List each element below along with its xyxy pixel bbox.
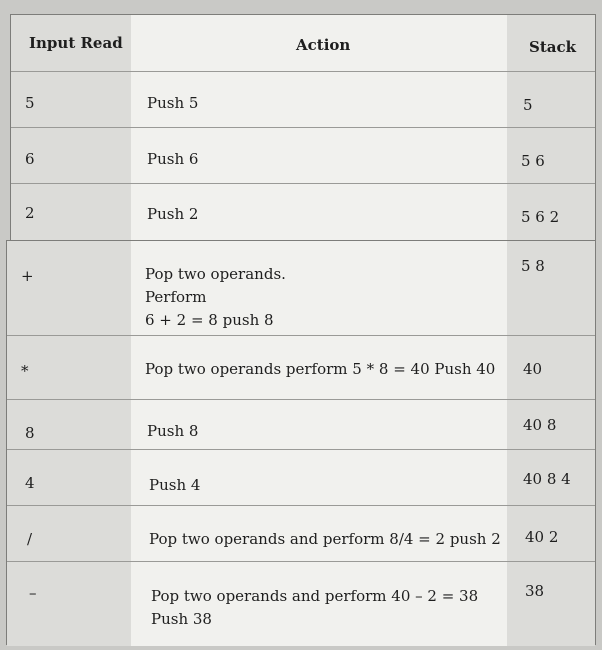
header-action: Action [296,36,351,54]
table-row [7,335,595,399]
input-read-cell: 5 [25,94,35,112]
action-cell: Push 8 [147,422,199,440]
stack-cell: 5 8 [521,257,545,275]
input-read-cell: – [29,584,37,602]
input-read-cell: 8 [25,424,35,442]
input-read-cell: 4 [25,474,35,492]
action-cell: Pop two operands and perform 40 – 2 = 38 [151,587,479,605]
action-cell: Push 38 [151,610,212,628]
table-row [11,183,595,241]
action-cell: Push 4 [149,476,201,494]
stack-cell: 5 [523,96,533,114]
action-cell: Perform [145,288,207,306]
action-cell: Pop two operands and perform 8/4 = 2 push 2 [149,530,501,548]
postfix-table-bottom [6,240,596,645]
stack-cell: 5 6 [521,152,545,170]
input-read-cell: + [21,267,34,285]
action-cell: Pop two operands. [145,265,286,283]
header-input-read: Input Read [29,34,123,52]
action-cell: Push 2 [147,205,199,223]
stack-cell: 5 6 2 [521,208,560,226]
stack-cell: 40 [523,360,543,378]
input-read-cell: 2 [25,204,35,222]
table-row [11,127,595,183]
input-read-cell: 6 [25,150,35,168]
input-read-cell: * [21,362,29,380]
postfix-table-top [10,14,596,240]
action-cell: 6 + 2 = 8 push 8 [145,311,274,329]
table-row [7,505,595,561]
stack-cell: 40 2 [525,528,559,546]
table-header-row [11,15,595,71]
table-row [7,241,595,335]
table-row [7,449,595,505]
stack-cell: 38 [525,582,545,600]
input-read-cell: / [27,530,33,548]
table-row [7,399,595,449]
action-cell: Pop two operands perform 5 * 8 = 40 Push 40 [145,360,496,378]
stack-cell: 40 8 [523,416,557,434]
table-row [11,71,595,127]
stack-cell: 40 8 4 [523,470,571,488]
header-stack: Stack [529,38,577,56]
action-cell: Push 6 [147,150,199,168]
table-row [7,561,595,646]
action-cell: Push 5 [147,94,199,112]
